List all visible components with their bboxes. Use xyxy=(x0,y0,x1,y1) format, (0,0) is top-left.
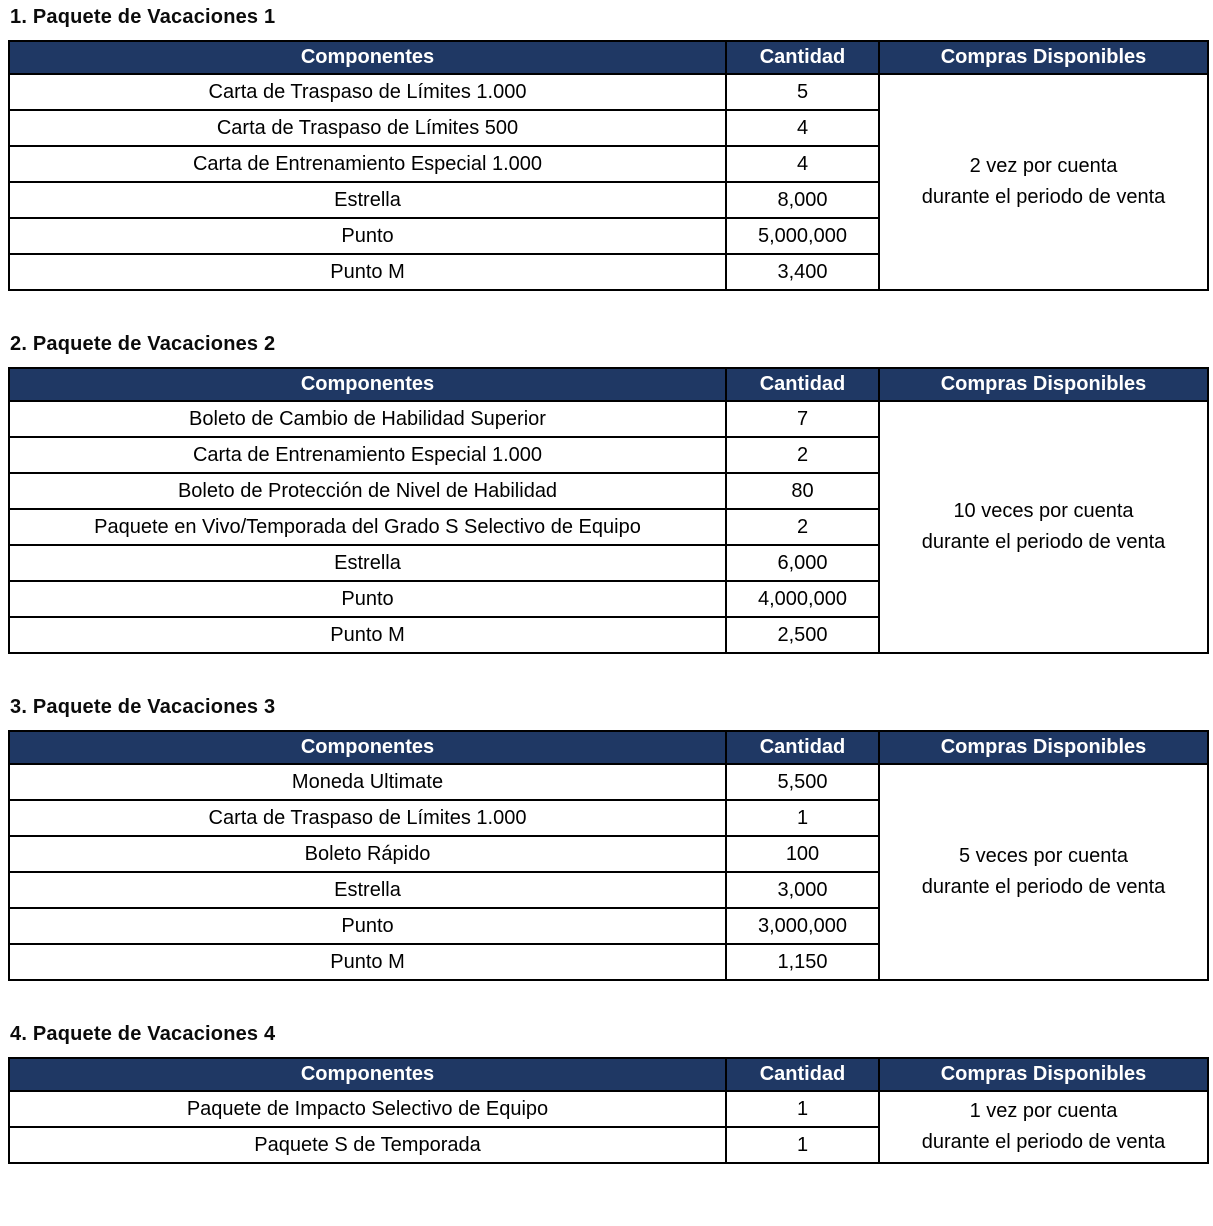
quantity-cell: 6,000 xyxy=(726,545,879,581)
component-cell: Punto M xyxy=(9,944,726,980)
purchase-limit-line-1: 1 vez por cuenta xyxy=(969,1100,1118,1122)
column-header-purchases: Compras Disponibles xyxy=(879,1058,1208,1091)
purchase-limit-line-1: 5 veces por cuenta xyxy=(959,845,1128,867)
table-header-row xyxy=(9,1058,1208,1091)
component-cell: Paquete S de Temporada xyxy=(9,1127,726,1163)
component-cell: Carta de Traspaso de Límites 500 xyxy=(9,110,726,146)
quantity-cell: 3,000,000 xyxy=(726,908,879,944)
package-section-3 xyxy=(8,696,1207,981)
quantity-cell: 5,000,000 xyxy=(726,218,879,254)
purchase-limit-line-2: durante el periodo de venta xyxy=(921,186,1166,208)
table-header-row xyxy=(9,731,1208,764)
column-header-purchases: Compras Disponibles xyxy=(879,41,1208,74)
component-cell: Moneda Ultimate xyxy=(9,764,726,800)
quantity-cell: 2 xyxy=(726,509,879,545)
component-cell: Boleto Rápido xyxy=(9,836,726,872)
package-table-3 xyxy=(8,730,1209,981)
quantity-cell: 1 xyxy=(726,1091,879,1127)
purchase-limit-cell xyxy=(879,764,1208,980)
component-cell: Punto xyxy=(9,218,726,254)
table-row xyxy=(9,74,1208,110)
quantity-cell: 100 xyxy=(726,836,879,872)
package-section-2 xyxy=(8,333,1207,654)
column-header-components: Componentes xyxy=(9,1058,726,1091)
section-title-4: 4. Paquete de Vacaciones 4 xyxy=(10,1023,276,1045)
column-header-components: Componentes xyxy=(9,368,726,401)
column-header-components: Componentes xyxy=(9,41,726,74)
quantity-cell: 1 xyxy=(726,1127,879,1163)
purchase-limit-cell xyxy=(879,74,1208,290)
component-cell: Punto M xyxy=(9,254,726,290)
package-table-4 xyxy=(8,1057,1209,1164)
section-title-2: 2. Paquete de Vacaciones 2 xyxy=(10,333,276,355)
quantity-cell: 5 xyxy=(726,74,879,110)
component-cell: Boleto de Protección de Nivel de Habilidad xyxy=(9,473,726,509)
quantity-cell: 4 xyxy=(726,146,879,182)
purchase-limit-line-1: 10 veces por cuenta xyxy=(953,500,1134,522)
purchase-limit-line-2: durante el periodo de venta xyxy=(921,1131,1166,1153)
component-cell: Paquete de Impacto Selectivo de Equipo xyxy=(9,1091,726,1127)
component-cell: Carta de Entrenamiento Especial 1.000 xyxy=(9,437,726,473)
quantity-cell: 3,000 xyxy=(726,872,879,908)
component-cell: Carta de Traspaso de Límites 1.000 xyxy=(9,74,726,110)
component-cell: Carta de Traspaso de Límites 1.000 xyxy=(9,800,726,836)
quantity-cell: 4 xyxy=(726,110,879,146)
quantity-cell: 3,400 xyxy=(726,254,879,290)
column-header-quantity: Cantidad xyxy=(726,368,879,401)
table-header-row xyxy=(9,368,1208,401)
column-header-components: Componentes xyxy=(9,731,726,764)
quantity-cell: 2,500 xyxy=(726,617,879,653)
package-table-2 xyxy=(8,367,1209,654)
purchase-limit-cell xyxy=(879,1091,1208,1163)
purchase-limit-line-1: 2 vez por cuenta xyxy=(969,155,1118,177)
section-title-3: 3. Paquete de Vacaciones 3 xyxy=(10,696,276,718)
component-cell: Boleto de Cambio de Habilidad Superior xyxy=(9,401,726,437)
column-header-quantity: Cantidad xyxy=(726,731,879,764)
component-cell: Punto xyxy=(9,908,726,944)
section-title-1: 1. Paquete de Vacaciones 1 xyxy=(10,6,276,28)
column-header-quantity: Cantidad xyxy=(726,1058,879,1091)
component-cell: Estrella xyxy=(9,545,726,581)
package-section-1 xyxy=(8,6,1207,291)
quantity-cell: 7 xyxy=(726,401,879,437)
table-row xyxy=(9,1091,1208,1127)
component-cell: Estrella xyxy=(9,182,726,218)
component-cell: Carta de Entrenamiento Especial 1.000 xyxy=(9,146,726,182)
quantity-cell: 2 xyxy=(726,437,879,473)
table-header-row xyxy=(9,41,1208,74)
component-cell: Punto M xyxy=(9,617,726,653)
quantity-cell: 8,000 xyxy=(726,182,879,218)
component-cell: Paquete en Vivo/Temporada del Grado S Selectivo de Equipo xyxy=(9,509,726,545)
purchase-limit-cell xyxy=(879,401,1208,653)
quantity-cell: 1 xyxy=(726,800,879,836)
quantity-cell: 80 xyxy=(726,473,879,509)
quantity-cell: 1,150 xyxy=(726,944,879,980)
column-header-purchases: Compras Disponibles xyxy=(879,368,1208,401)
quantity-cell: 5,500 xyxy=(726,764,879,800)
package-section-4 xyxy=(8,1023,1207,1164)
component-cell: Punto xyxy=(9,581,726,617)
component-cell: Estrella xyxy=(9,872,726,908)
purchase-limit-line-2: durante el periodo de venta xyxy=(921,531,1166,553)
quantity-cell: 4,000,000 xyxy=(726,581,879,617)
table-row xyxy=(9,401,1208,437)
table-row xyxy=(9,764,1208,800)
column-header-quantity: Cantidad xyxy=(726,41,879,74)
package-table-1 xyxy=(8,40,1209,291)
column-header-purchases: Compras Disponibles xyxy=(879,731,1208,764)
purchase-limit-line-2: durante el periodo de venta xyxy=(921,876,1166,898)
